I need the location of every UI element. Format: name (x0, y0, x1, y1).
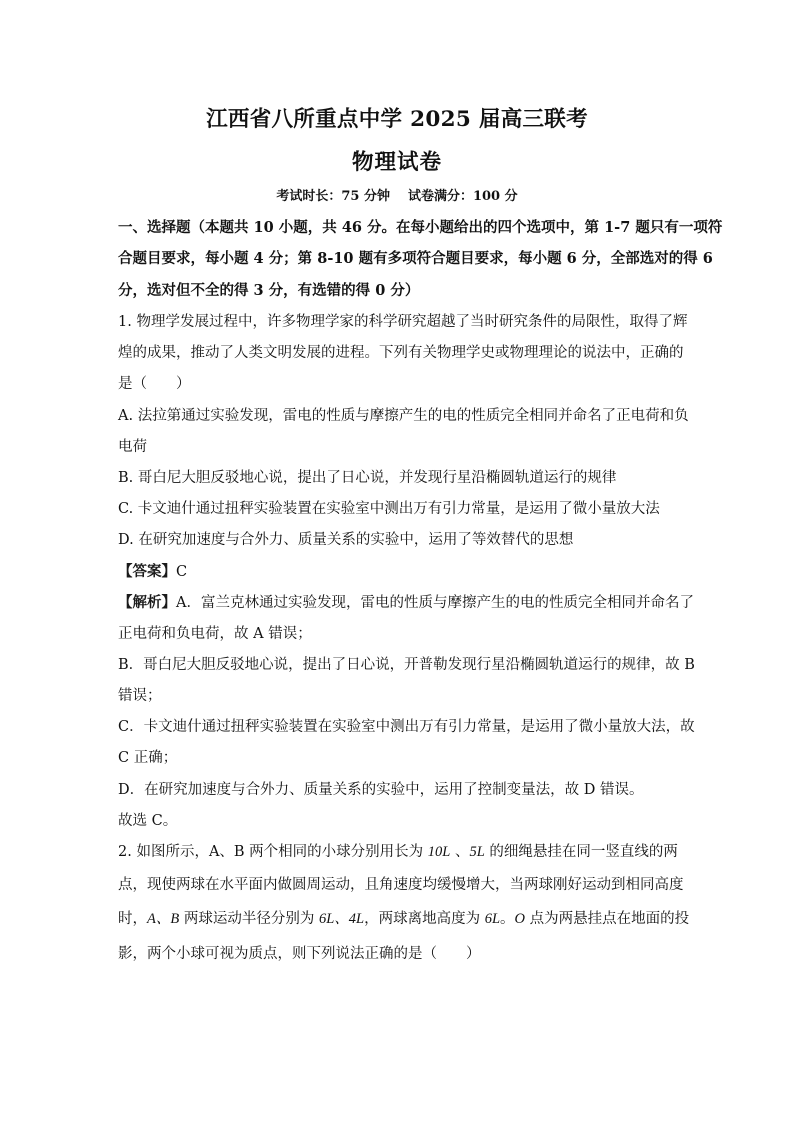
q2-sep: 、 (450, 844, 470, 860)
subject-title: 物理试卷 (351, 150, 442, 175)
exam-score: 试卷满分：100 分 (407, 189, 518, 204)
q1-stem-line-2: 煌的成果，推动了人类文明发展的进程。下列有关物理学史或物理理论的说法中，正确的 (118, 345, 684, 361)
page-blank-area (0, 980, 794, 1123)
q1-stem-line-3: 是（ ） (118, 376, 191, 392)
section-instruction-line-2: 合题目要求，每小题 4 分；第 8-10 题有多项符合题目要求，每小题 6 分，全部选对的得 6 (118, 250, 713, 267)
exam-time: 考试时长：75 分钟 (276, 189, 390, 204)
q2-stem-line-2: 点，现使两球在水平面内做圆周运动，且角速度均缓慢增大，当两球刚好运动到相同高度 (118, 877, 684, 893)
q1-stem-line-1: 1. 物理学发展过程中，许多物理学家的科学研究超越了当时研究条件的局限性，取得了辉 (118, 314, 688, 330)
q2-length-b: 5L (469, 844, 485, 860)
exam-info (0, 185, 794, 204)
exam-title: 江西省八所重点中学 2025 届高三联考 (206, 107, 588, 132)
q2-height: 6L (484, 911, 501, 927)
q2-stem-line-4: 影，两个小球可视为质点，则下列说法正确的是（ ） (118, 946, 481, 962)
q1-analysis-line-2: 正电荷和负电荷，故 A 错误； (118, 626, 312, 642)
q2-point-o: O (514, 911, 525, 927)
q2-ball-labels: A、B (147, 911, 180, 927)
q2-length-a: 10L (427, 844, 451, 860)
analysis-text: A．富兰克林通过实验发现，雷电的性质与摩擦产生的电的性质完全相同并命名了 (176, 595, 694, 611)
q2-text-a: 2. 如图所示，A、B 两个相同的小球分别用长为 (118, 844, 428, 860)
q2-text-g: 点为两悬挂点在地面的投 (525, 911, 690, 927)
q1-analysis-line-6: C 正确； (118, 750, 178, 766)
q1-option-a: A. 法拉第通过实验发现，雷电的性质与摩擦产生的电的性质完全相同并命名了正电荷和负 (118, 408, 689, 424)
q2-stem-line-1 (118, 843, 678, 861)
q2-text-f: 。 (500, 911, 515, 927)
answer-tag: 【答案】 (118, 563, 176, 580)
q1-analysis-line-3: B．哥白尼大胆反驳地心说，提出了日心说，开普勒发现行星沿椭圆轨道运行的规律，故 B (118, 657, 695, 673)
section-instruction-line-1: 一、选择题（本题共 10 小题，共 46 分。在每小题给出的四个选项中，第 1-7 题只有一项符 (118, 219, 723, 236)
q1-option-a-cont: 电荷 (118, 439, 147, 455)
q1-analysis-line-8: 故选 C。 (118, 813, 178, 829)
q1-analysis-line-4: 错误； (118, 688, 162, 704)
q1-answer (118, 563, 187, 581)
q1-option-d: D. 在研究加速度与合外力、质量关系的实验中，运用了等效替代的思想 (118, 532, 574, 548)
q1-analysis-line-5: C．卡文迪什通过扭秤实验装置在实验室中测出万有引力常量，是运用了微小量放大法，故 (118, 719, 695, 735)
analysis-tag: 【解析】 (118, 594, 176, 611)
q2-text-b: 的细绳悬挂在同一竖直线的两 (484, 844, 678, 860)
section-instruction-line-3: 分，选对但不全的得 3 分，有选错的得 0 分） (118, 282, 420, 299)
q2-text-d: 两球运动半径分别为 (179, 911, 319, 927)
answer-value: C (176, 564, 188, 580)
q1-option-b: B. 哥白尼大胆反驳地心说，提出了日心说，并发现行星沿椭圆轨道运行的规律 (118, 470, 617, 486)
q2-text-c: 时， (118, 911, 147, 927)
q2-stem-line-3 (118, 910, 689, 928)
q1-analysis-line-7: D．在研究加速度与合外力、质量关系的实验中，运用了控制变量法，故 D 错误。 (118, 782, 644, 798)
q2-radii: 6L、4L (318, 911, 365, 927)
q1-analysis-line-1 (118, 594, 694, 612)
q1-option-c: C. 卡文迪什通过扭秤实验装置在实验室中测出万有引力常量，是运用了微小量放大法 (118, 501, 660, 517)
q2-text-e: ，两球离地高度为 (364, 911, 485, 927)
